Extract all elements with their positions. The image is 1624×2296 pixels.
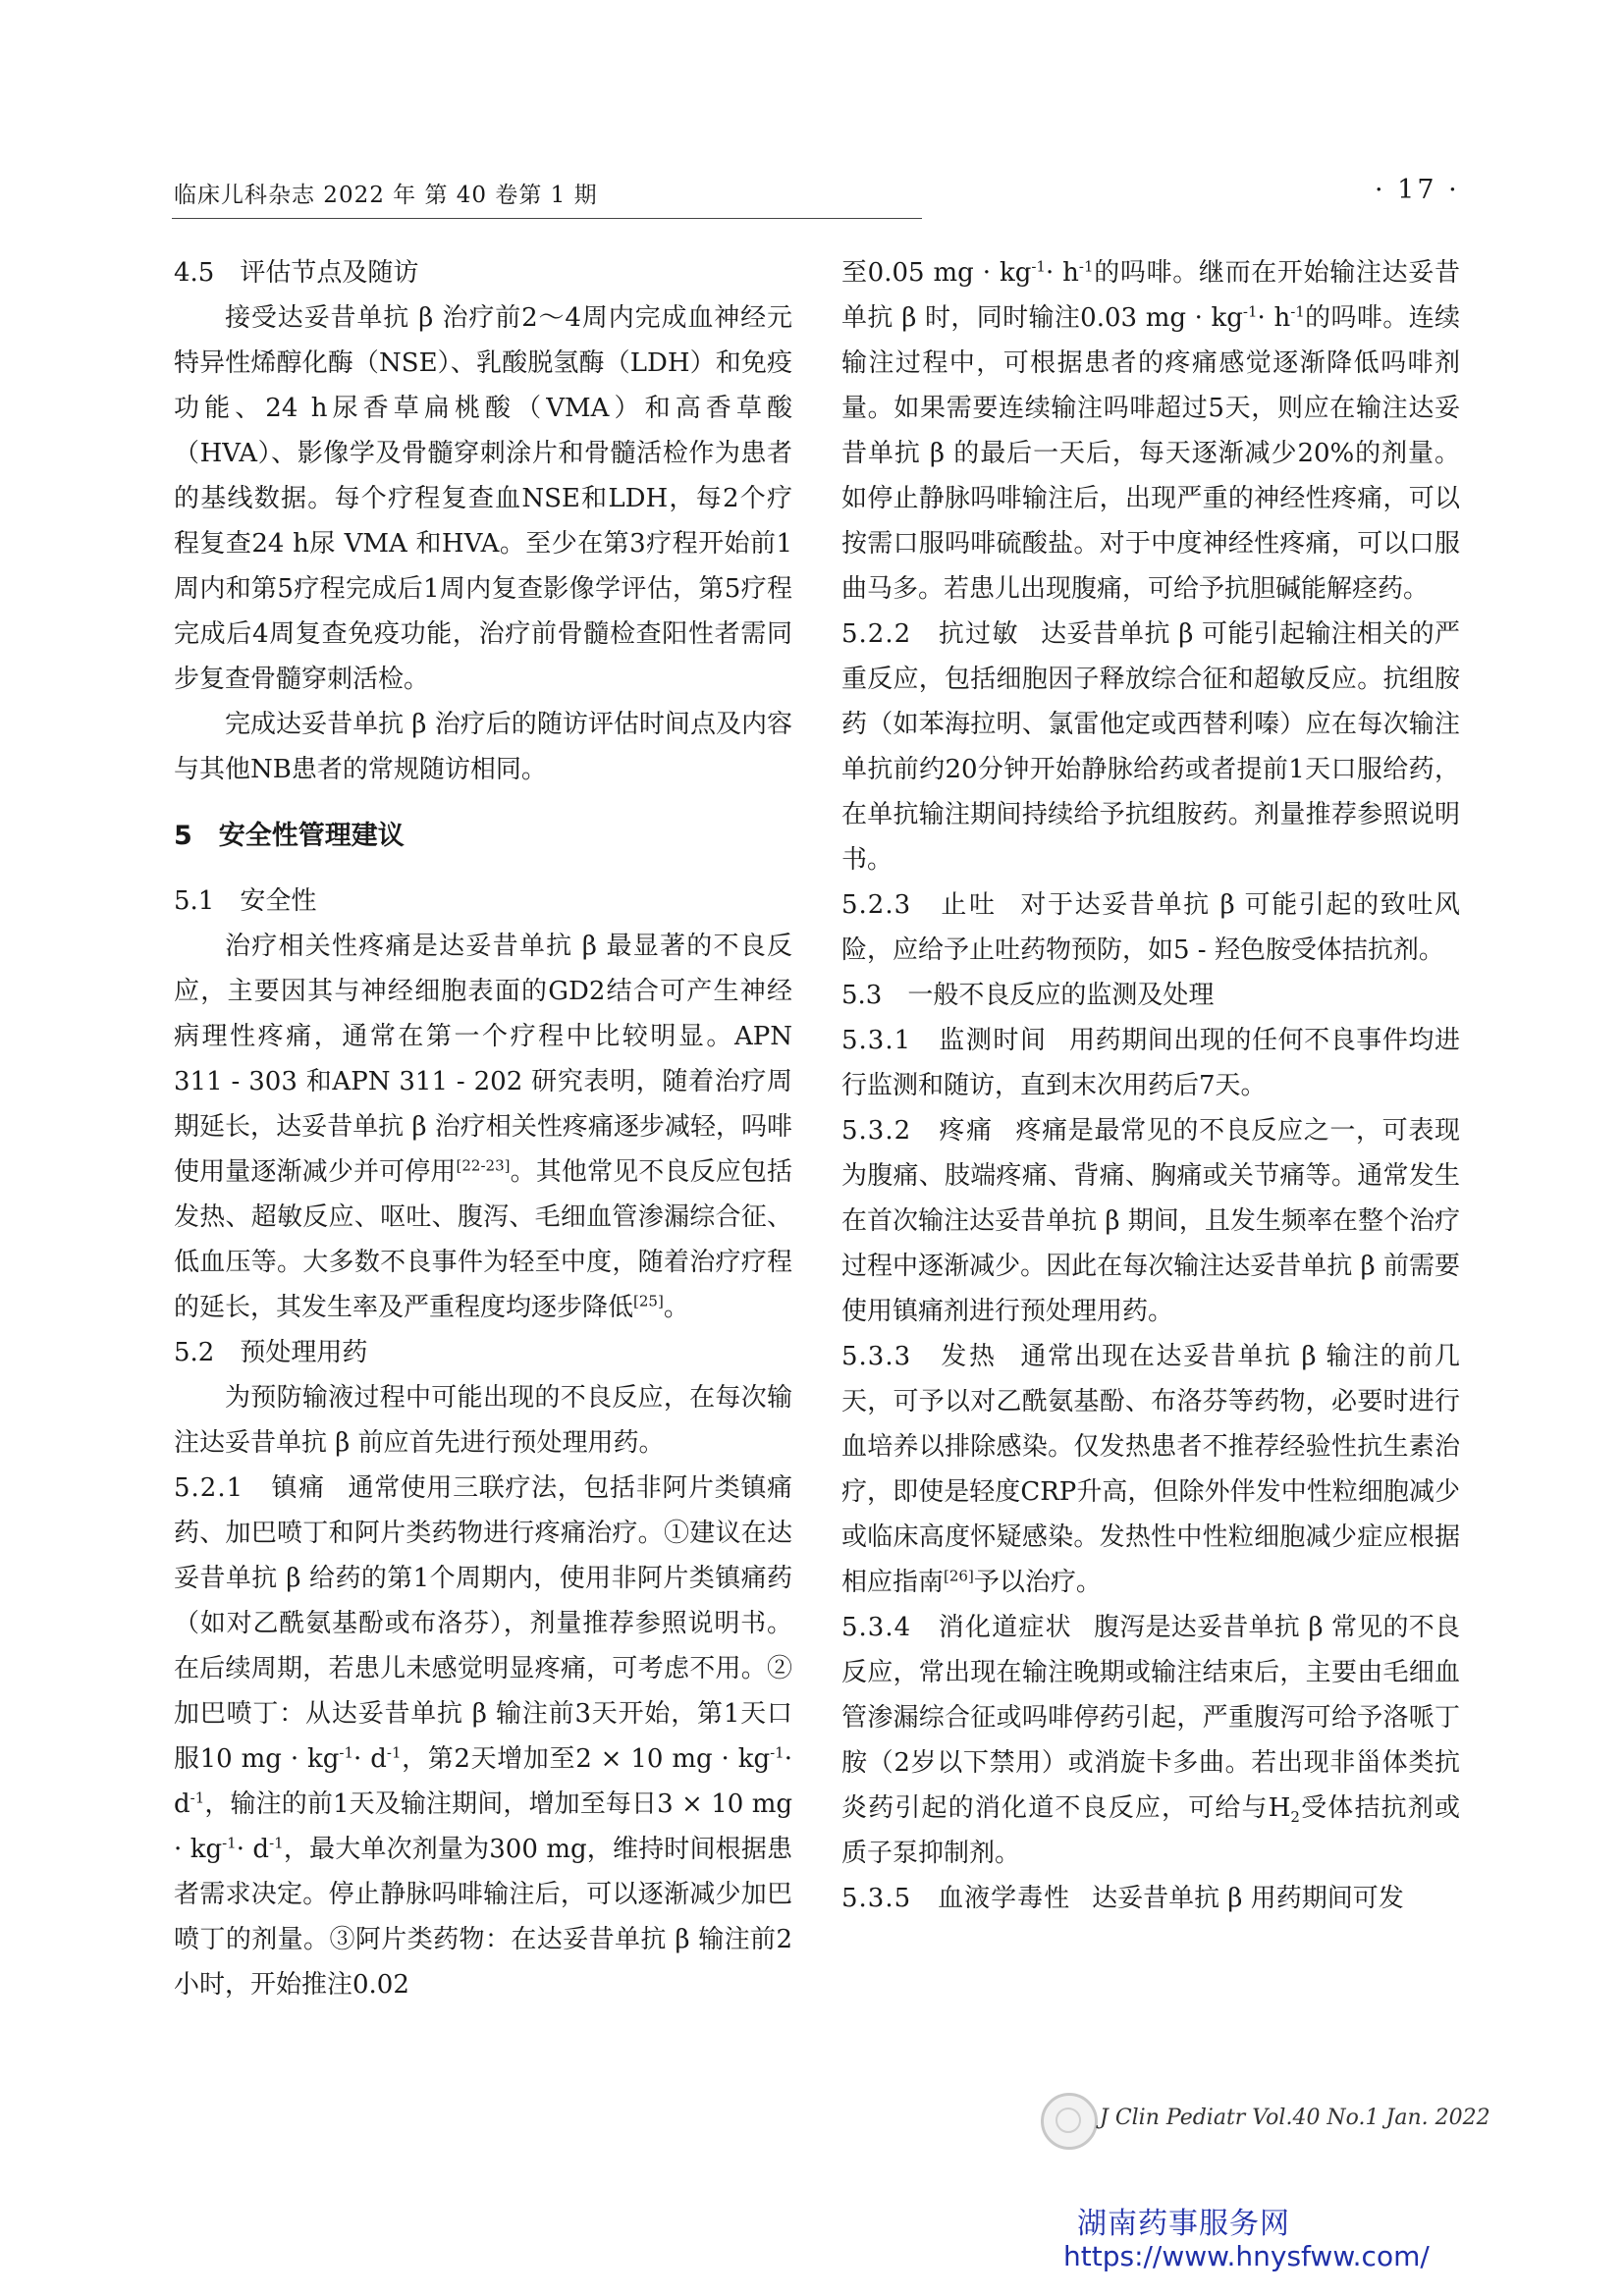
text-run: 达妥昔单抗 β 可能引起输注相关的严重反应，包括细胞因子释放综合征和超敏反应。抗组胺药（如苯海拉明、氯雷他定或西替利嗪）应在每次输注单抗前约20分钟开始静脉给药或者提前1天口服给药，在单抗输注期间持续给予抗组胺药。剂量推荐参照说明书。 xyxy=(841,619,1460,875)
continued-paragraph xyxy=(841,250,1460,612)
section-5-1-heading: 5.1 安全性 xyxy=(174,886,317,916)
section-5-3-5-paragraph xyxy=(841,1876,1460,1921)
section-5-3-2-paragraph xyxy=(841,1108,1460,1334)
text-run: · d xyxy=(174,1744,792,1819)
text-run: 达妥昔单抗 β 用药期间可发 xyxy=(1092,1884,1404,1913)
section-4-5-heading: 4.5 评估节点及随访 xyxy=(174,258,419,288)
section-5-2-2-label: 5.2.2 抗过敏 xyxy=(841,619,1019,649)
text-run: · d xyxy=(236,1835,270,1864)
text-run: 腹泻是达妥昔单抗 β 常见的不良反应，常出现在输注晚期或输注结束后，主要由毛细血管渗漏综合征或吗啡停药引起，严重腹泻可给予洛哌丁胺（2岁以下禁用）或消旋卡多曲。若出现非甾体类抗炎药引起的消化道不良反应，可给与H xyxy=(841,1613,1461,1823)
section-5-1-paragraph xyxy=(174,924,792,1330)
text-run: ，输注的前1天及输注期间，增加至每日3 × 10 mg · kg xyxy=(174,1789,792,1864)
section-4-5-paragraph-1: 接受达妥昔单抗 β 治疗前2～4周内完成血神经元特异性烯醇化酶（NSE）、乳酸脱氢酶（LDH）和免疫功能、24 h尿香草扁桃酸（VMA）和高香草酸（HVA）、影像学及骨髓穿刺涂片和骨髓活检作为患者的基线数据。每个疗程复查血NSE和LDH，每2个疗程复查24 h尿 VMA 和HVA。至少在第3疗程开始前1周内和第5疗程完成后1周内复查影像学评估，第5疗程完成后4周复查免疫功能，治疗前骨髓检查阳性者需同步复查骨髓穿刺活检。 xyxy=(174,303,792,694)
section-4-5-paragraph-2: 完成达妥昔单抗 β 治疗后的随访评估时间点及内容与其他NB患者的常规随访相同。 xyxy=(174,710,792,784)
section-5-2-3-paragraph xyxy=(841,882,1460,973)
superscript: -1 xyxy=(770,1743,785,1762)
text-run: 。其他常见不良反应包括发热、超敏反应、呕吐、腹泻、毛细血管渗漏综合征、低血压等。大多数不良事件为轻至中度，随着治疗疗程的延长，其发生率及严重程度均逐步降低 xyxy=(174,1157,792,1322)
text-run: ，第2天增加至2 × 10 mg · kg xyxy=(401,1744,771,1774)
header-rule xyxy=(172,218,922,219)
text-run: 至0.05 mg · kg xyxy=(841,258,1032,288)
page-number: · 17 · xyxy=(1375,175,1460,205)
text-run: 通常出现在达妥昔单抗 β 输注的前几天，可予以对乙酰氨基酚、布洛芬等药物，必要时进行血培养以排除感染。仅发热患者不推荐经验性抗生素治疗，即使是轻度CRP升高，但除外伴发中性粒细胞减少或临床高度怀疑感染。发热性中性粒细胞减少症应根据相应指南 xyxy=(841,1342,1461,1597)
watermark-url-link[interactable]: https://www.hnysfww.com/ xyxy=(1063,2240,1430,2272)
section-5-3-4-paragraph xyxy=(841,1605,1460,1876)
superscript: -1 xyxy=(189,1789,205,1807)
running-header: 临床儿科杂志 2022 年 第 40 卷第 1 期 xyxy=(174,183,598,208)
section-5-2-1-label: 5.2.1 镇痛 xyxy=(174,1473,326,1503)
superscript: -1 xyxy=(269,1834,284,1852)
section-5-2-1-paragraph xyxy=(174,1466,792,2007)
section-5-3-1-label: 5.3.1 监测时间 xyxy=(841,1026,1048,1055)
text-run: 对于达妥昔单抗 β 可能引起的致吐风险，应给予止吐药物预防，如5 - 羟色胺受体拮抗剂。 xyxy=(841,890,1461,965)
citation-22-23: [22-23] xyxy=(456,1156,511,1175)
section-5-2-paragraph: 为预防输液过程中可能出现的不良反应，在每次输注达妥昔单抗 β 前应首先进行预处理用药。 xyxy=(174,1383,792,1458)
superscript: -1 xyxy=(222,1834,237,1852)
text-run: 治疗相关性疼痛是达妥昔单抗 β 最显著的不良反应，主要因其与神经细胞表面的GD2结合可产生神经病理性疼痛，通常在第一个疗程中比较明显。APN 311 - 303 和APN 311 - 202 研究表明，随着治疗周期延长，达妥昔单抗 β 治疗相关性疼痛逐步减轻，吗啡使用量逐渐减少并可停用 xyxy=(174,932,792,1187)
superscript: -1 xyxy=(386,1743,402,1762)
text-run: 。 xyxy=(663,1293,689,1322)
text-run: 通常使用三联疗法，包括非阿片类镇痛药、加巴喷丁和阿片类药物进行疼痛治疗。①建议在达妥昔单抗 β 给药的第1个周期内，使用非阿片类镇痛药（如对乙酰氨基酚或布洛芬），剂量推荐参照说明书。在后续周期，若患儿未感觉明显疼痛，可考虑不用。②加巴喷丁：从达妥昔单抗 β 输注前3天开始，第1天口服10 mg · kg xyxy=(174,1473,792,1774)
section-5-3-3-label: 5.3.3 发热 xyxy=(841,1342,998,1371)
section-5-2-heading: 5.2 预处理用药 xyxy=(174,1338,368,1367)
subscript: 2 xyxy=(1290,1808,1300,1827)
text-run: 予以治疗。 xyxy=(973,1568,1102,1597)
left-column xyxy=(174,250,792,2007)
section-5-3-3-paragraph xyxy=(841,1334,1460,1605)
section-5-3-2-label: 5.3.2 疼痛 xyxy=(841,1116,994,1146)
text-run: ，最大单次剂量为300 mg，维持时间根据患者需求决定。停止静脉吗啡输注后，可以逐渐减少加巴喷丁的剂量。③阿片类药物：在达妥昔单抗 β 输注前2小时，开始推注0.02 xyxy=(174,1835,792,2000)
journal-seal-icon xyxy=(1041,2093,1098,2150)
text-run: · d xyxy=(353,1744,387,1774)
text-run: 疼痛是最常见的不良反应之一，可表现为腹痛、肢端疼痛、背痛、胸痛或关节痛等。通常发生在首次输注达妥昔单抗 β 期间，且发生频率在整个治疗过程中逐渐减少。因此在每次输注达妥昔单抗 β 前需要使用镇痛剂进行预处理用药。 xyxy=(841,1116,1460,1326)
section-5-2-2-paragraph xyxy=(841,612,1460,882)
journal-footer: J Clin Pediatr Vol.40 No.1 Jan. 2022 xyxy=(1100,2106,1490,2130)
section-5-3-4-label: 5.3.4 消化道症状 xyxy=(841,1613,1072,1642)
section-5-2-3-label: 5.2.3 止吐 xyxy=(841,890,998,920)
citation-26: [26] xyxy=(944,1567,974,1585)
text-run: 的吗啡。连续输注过程中，可根据患者的疼痛感觉逐渐降低吗啡剂量。如果需要连续输注吗啡超过5天，则应在输注达妥昔单抗 β 的最后一天后，每天逐渐减少20%的剂量。如停止静脉吗啡输注后，出现严重的神经性疼痛，可以按需口服吗啡硫酸盐。对于中度神经性疼痛，可以口服曲马多。若患儿出现腹痛，可给予抗胆碱能解痉药。 xyxy=(841,303,1460,604)
superscript: -1 xyxy=(1078,257,1094,276)
section-5-3-5-label: 5.3.5 血液学毒性 xyxy=(841,1884,1071,1913)
superscript: -1 xyxy=(339,1743,354,1762)
text-run: 用药期间出现的任何不良事件均进行监测和随访，直到末次用药后7天。 xyxy=(841,1026,1460,1100)
superscript: -1 xyxy=(1242,302,1258,321)
section-5-heading: 5 安全性管理建议 xyxy=(174,821,405,851)
text-run: · h xyxy=(1257,303,1291,333)
section-5-3-heading: 5.3 一般不良反应的监测及处理 xyxy=(841,981,1215,1010)
text-run: · h xyxy=(1045,258,1079,288)
text-run: 受体拮抗剂或质子泵抑制剂。 xyxy=(841,1793,1460,1868)
superscript: -1 xyxy=(1290,302,1305,321)
section-5-3-1-paragraph xyxy=(841,1018,1460,1108)
citation-25: [25] xyxy=(633,1292,664,1310)
text-run: 的吗啡。继而在开始输注达妥昔单抗 β 时，同时输注0.03 mg · kg xyxy=(841,258,1460,333)
watermark-site-name: 湖南药事服务网 xyxy=(1077,2207,1290,2241)
right-column xyxy=(841,250,1460,1921)
superscript: -1 xyxy=(1031,257,1046,276)
